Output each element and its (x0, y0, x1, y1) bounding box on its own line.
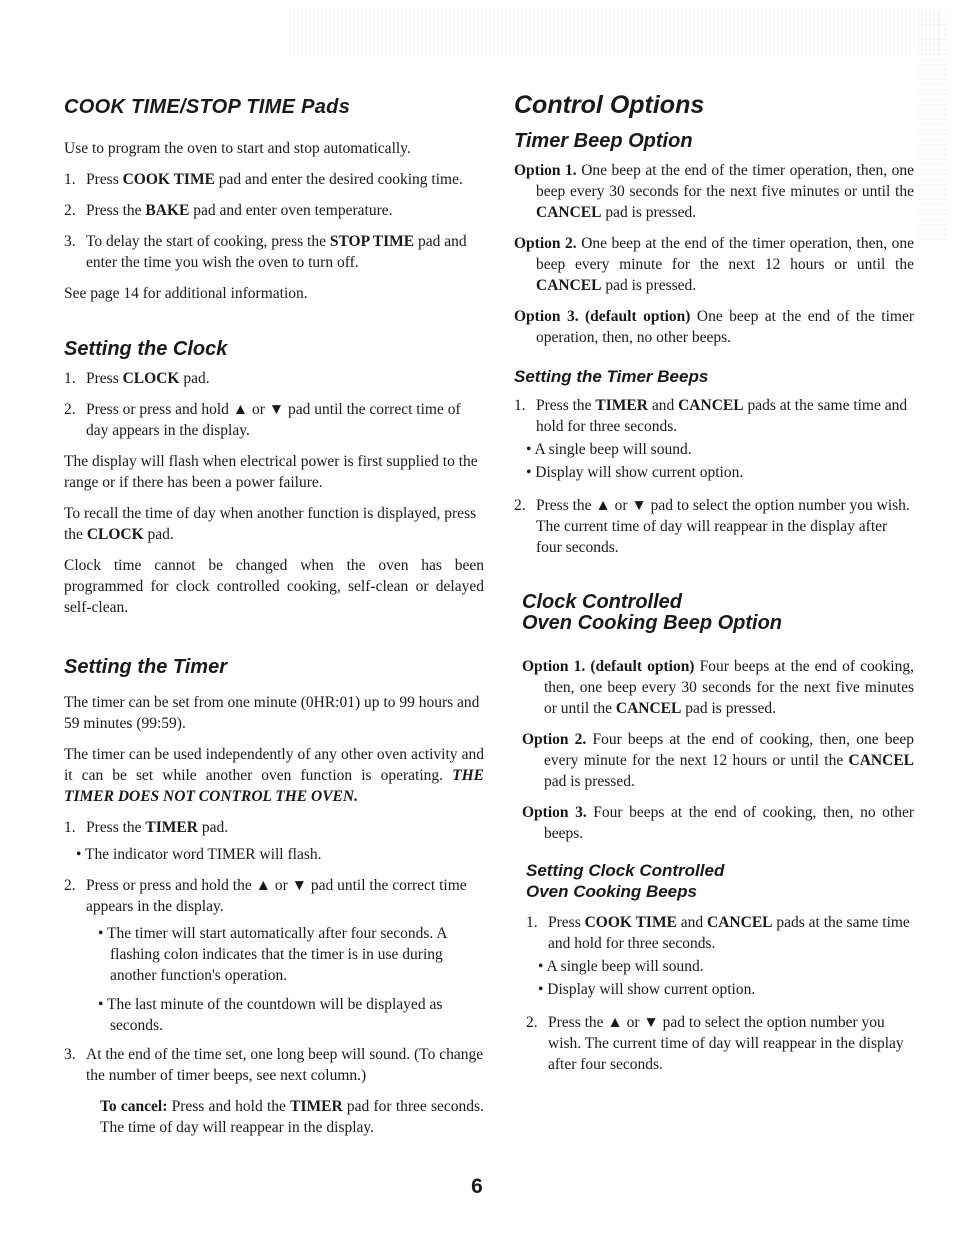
cook-time-step: 3. To delay the start of cooking, press the STOP TIME pad and enter the time you wish the oven to turn off. (64, 233, 467, 271)
timer-step: 3. At the end of the time set, one long beep will sound. (To change the number of timer beeps, see next column.) (64, 1046, 484, 1084)
setting-timer-beeps-section (514, 366, 914, 558)
cook-time-heading: COOK TIME/STOP TIME Pads (64, 96, 351, 118)
cook-time-section (64, 96, 484, 304)
setting-clock-beeps-heading: Setting Clock Controlled Oven Cooking Beeps (526, 861, 725, 901)
timer-bullet: • The last minute of the countdown will be displayed as seconds. (98, 996, 443, 1034)
clock-section (64, 338, 484, 618)
clock-beep-option: Option 1. (default option) Four beeps at the end of cooking, then, one beep every 30 seconds for the next five minutes or until the CANCEL pad is pressed. (522, 658, 914, 717)
right-column (514, 90, 914, 1085)
cook-time-see-page: See page 14 for additional information. (64, 285, 308, 302)
timer-step: 2. Press or press and hold the ▲ or ▼ pad until the correct time appears in the display. (64, 877, 467, 915)
clock-step: 1. Press CLOCK pad. (64, 370, 210, 387)
clock-step: 2. Press or press and hold ▲ or ▼ pad until the correct time of day appears in the display. (64, 401, 461, 439)
timer-beep-option: Option 3. (default option) One beep at the end of the timer operation, then, no other beeps. (514, 308, 914, 346)
clock-beep-option: Option 2. Four beeps at the end of cooking, then, one beep every minute for the next 12 hours or until the CANCEL pad is pressed. (522, 731, 915, 790)
timer-cancel: To cancel: Press and hold the TIMER pad for three seconds. The time of day will reappear in the display. (100, 1098, 484, 1136)
setting-timer-beeps-heading: Setting the Timer Beeps (514, 367, 709, 386)
clock-paragraph: The display will flash when electrical power is first supplied to the range or if there has been a power failure. (64, 453, 478, 491)
clock-beeps-step: 2. Press the ▲ or ▼ pad to select the option number you wish. The current time of day will reappear in the display after four seconds. (526, 1014, 904, 1073)
clock-beeps-step: 1. Press COOK TIME and CANCEL pads at the same time and hold for three seconds. (526, 914, 910, 952)
control-options-heading: Control Options (514, 91, 705, 119)
scan-noise-right (918, 10, 948, 240)
timer-bullet: • The timer will start automatically after four seconds. A flashing colon indicates that the timer is in use during another function's operation. (98, 925, 447, 984)
clock-controlled-heading: Clock Controlled Oven Cooking Beep Option (522, 591, 783, 634)
timer-paragraph: The timer can be used independently of any other oven activity and it can be set while another oven function is operating. THE TIMER DOES NOT CONTROL THE OVEN. (64, 746, 484, 805)
timer-beep-option: Option 2. One beep at the end of the timer operation, then, one beep every minute for the next 12 hours or until the CANCEL pad is pressed. (514, 235, 914, 294)
scan-noise-top (290, 8, 940, 56)
clock-beeps-bullet: • Display will show current option. (538, 981, 756, 998)
left-column (64, 96, 484, 1148)
cook-time-step: 1. Press COOK TIME pad and enter the desired cooking time. (64, 171, 463, 188)
clock-controlled-section (514, 592, 914, 844)
clock-beeps-bullet: • A single beep will sound. (538, 958, 704, 975)
timer-beeps-step: 1. Press the TIMER and CANCEL pads at the same time and hold for three seconds. (514, 397, 908, 435)
clock-heading: Setting the Clock (64, 338, 228, 360)
setting-clock-beeps-section (514, 860, 914, 1075)
timer-heading: Setting the Timer (64, 656, 227, 678)
page-number: 6 (471, 1175, 483, 1198)
timer-beeps-bullet: • A single beep will sound. (526, 441, 692, 458)
timer-beeps-bullet: • Display will show current option. (526, 464, 744, 481)
clock-beep-option: Option 3. Four beeps at the end of cooking, then, no other beeps. (522, 804, 914, 842)
clock-paragraph: To recall the time of day when another function is displayed, press the CLOCK pad. (64, 505, 477, 543)
timer-bullet: • The indicator word TIMER will flash. (76, 846, 322, 863)
timer-paragraph: The timer can be set from one minute (0HR:01) up to 99 hours and 59 minutes (99:59). (64, 694, 480, 732)
timer-beep-option: Option 1. One beep at the end of the timer operation, then, one beep every 30 seconds for the next five minutes or until the CANCEL pad is pressed. (514, 162, 914, 221)
clock-paragraph: Clock time cannot be changed when the oven has been programmed for clock controlled cooking, self-clean or delayed self-clean. (64, 557, 484, 616)
timer-section (64, 656, 484, 1138)
timer-beep-section (514, 130, 914, 348)
timer-step: 1. Press the TIMER pad. (64, 819, 229, 836)
cook-time-step: 2. Press the BAKE pad and enter oven temperature. (64, 202, 393, 219)
timer-beep-heading: Timer Beep Option (514, 130, 693, 152)
cook-time-intro: Use to program the oven to start and stop automatically. (64, 140, 411, 157)
timer-beeps-step: 2. Press the ▲ or ▼ pad to select the option number you wish. The current time of day will reappear in the display after four seconds. (514, 497, 910, 556)
